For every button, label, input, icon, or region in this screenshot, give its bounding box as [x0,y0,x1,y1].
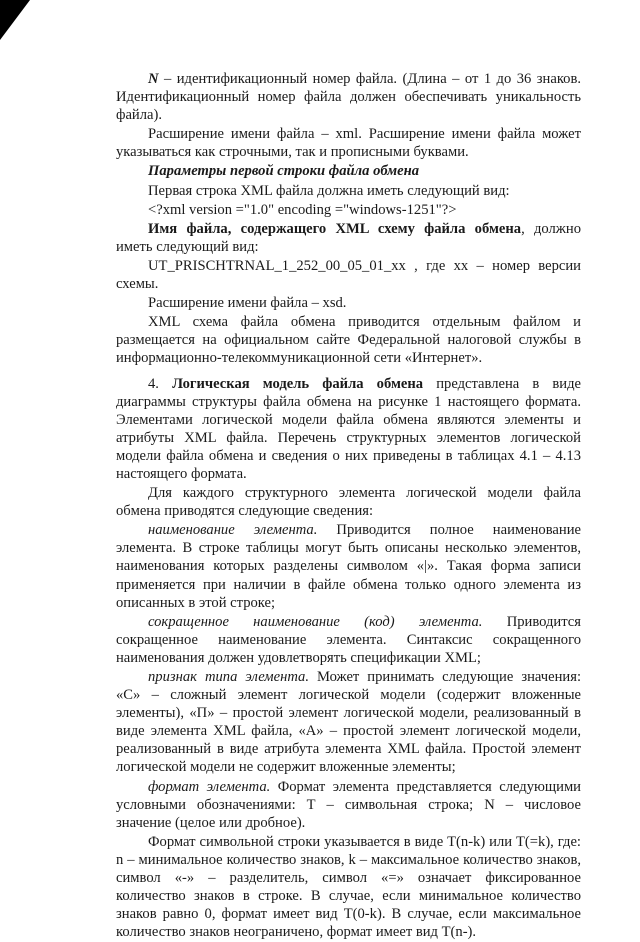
scan-corner-mark [0,0,30,40]
section-heading-first-line: Параметры первой строки файла обмена [148,163,420,180]
paragraph-element-info: Для каждого структурного элемента логической модели файла обмена приводятся следующие сведения: [116,485,581,520]
document-page [116,70,581,942]
item-element-format: формат элемента. Формат элемента представляется следующими условными обозначениями: Т – символьная строка; N – числовое значение (целое или дробное). [116,778,581,831]
xml-declaration: <?xml version ="1.0" encoding ="windows-1251"?> [148,201,457,218]
paragraph-extension: Расширение имени файла – xml. Расширение имени файла может указываться как строчными, так и прописными буквами. [116,126,581,161]
schema-file-name: UT_PRISCHTRNAL_1_252_00_05_01_xx , где хх – номер версии схемы. [116,257,581,293]
item-element-type: признак типа элемента. Может принимать следующие значения: «С» – сложный элемент логической модели (содержит вложенные элементы), «П» – простой элемент логической модели, реализованный в виде элемента XML файла, «А» – простой элемент логической модели, реализованный в виде атрибута элемента XML файла. Простой элемент логической модели не содержит вложенные элементы; [116,669,581,776]
item-element-name: наименование элемента. Приводится полное наименование элемента. В строке таблицы могут быть описаны несколько элементов, наименования которых разделены символом «|». Такая форма записи применяется при наличии в файле обмена только одного элемента из описанных в этой строке; [116,522,581,611]
paragraph-file-id: N – идентификационный номер файла. (Длина – от 1 до 36 знаков. Идентификационный номер файла должен обеспечивать уникальность файла). [116,71,581,124]
paragraph-string-format: Формат символьной строки указывается в виде Т(n-k) или Т(=k), где: n – минимальное количество знаков, k – максимальное количество знаков, символ «-» – разделитель, символ «=» означает фиксированное количество знаков в строке. В случае, если минимальное количество знаков равно 0, формат имеет вид Т(0-k). В случае, если максимальное количество знаков неограничено, формат имеет вид Т(n-). [116,833,581,941]
schema-extension: Расширение имени файла – xsd. [148,295,347,312]
item-element-code: сокращенное наименование (код) элемента. Приводится сокращенное наименование элемента. Синтаксис сокращенного наименования должен удовлетворять спецификации XML; [116,613,581,666]
file-id-symbol: N [148,71,159,87]
paragraph-logical-model: 4. Логическая модель файла обмена представлена в виде диаграммы структуры файла обмена на рисунке 1 настоящего формата. Элементами логической модели файла обмена являются элементы и атрибуты XML файла. Перечень структурных элементов логической модели файла обмена и сведения о них приведены в таблицах 4.1 – 4.13 настоящего формата. [116,375,581,482]
paragraph-first-line: Первая строка XML файла должна иметь следующий вид: [148,182,510,199]
paragraph-schema-name: Имя файла, содержащего XML схему файла обмена, должно иметь следующий вид: [116,220,581,255]
paragraph-schema-location: XML схема файла обмена приводится отдельным файлом и размещается на официальном сайте Федеральной налоговой службы в информационно-телекоммуникационной сети «Интернет». [116,314,581,367]
